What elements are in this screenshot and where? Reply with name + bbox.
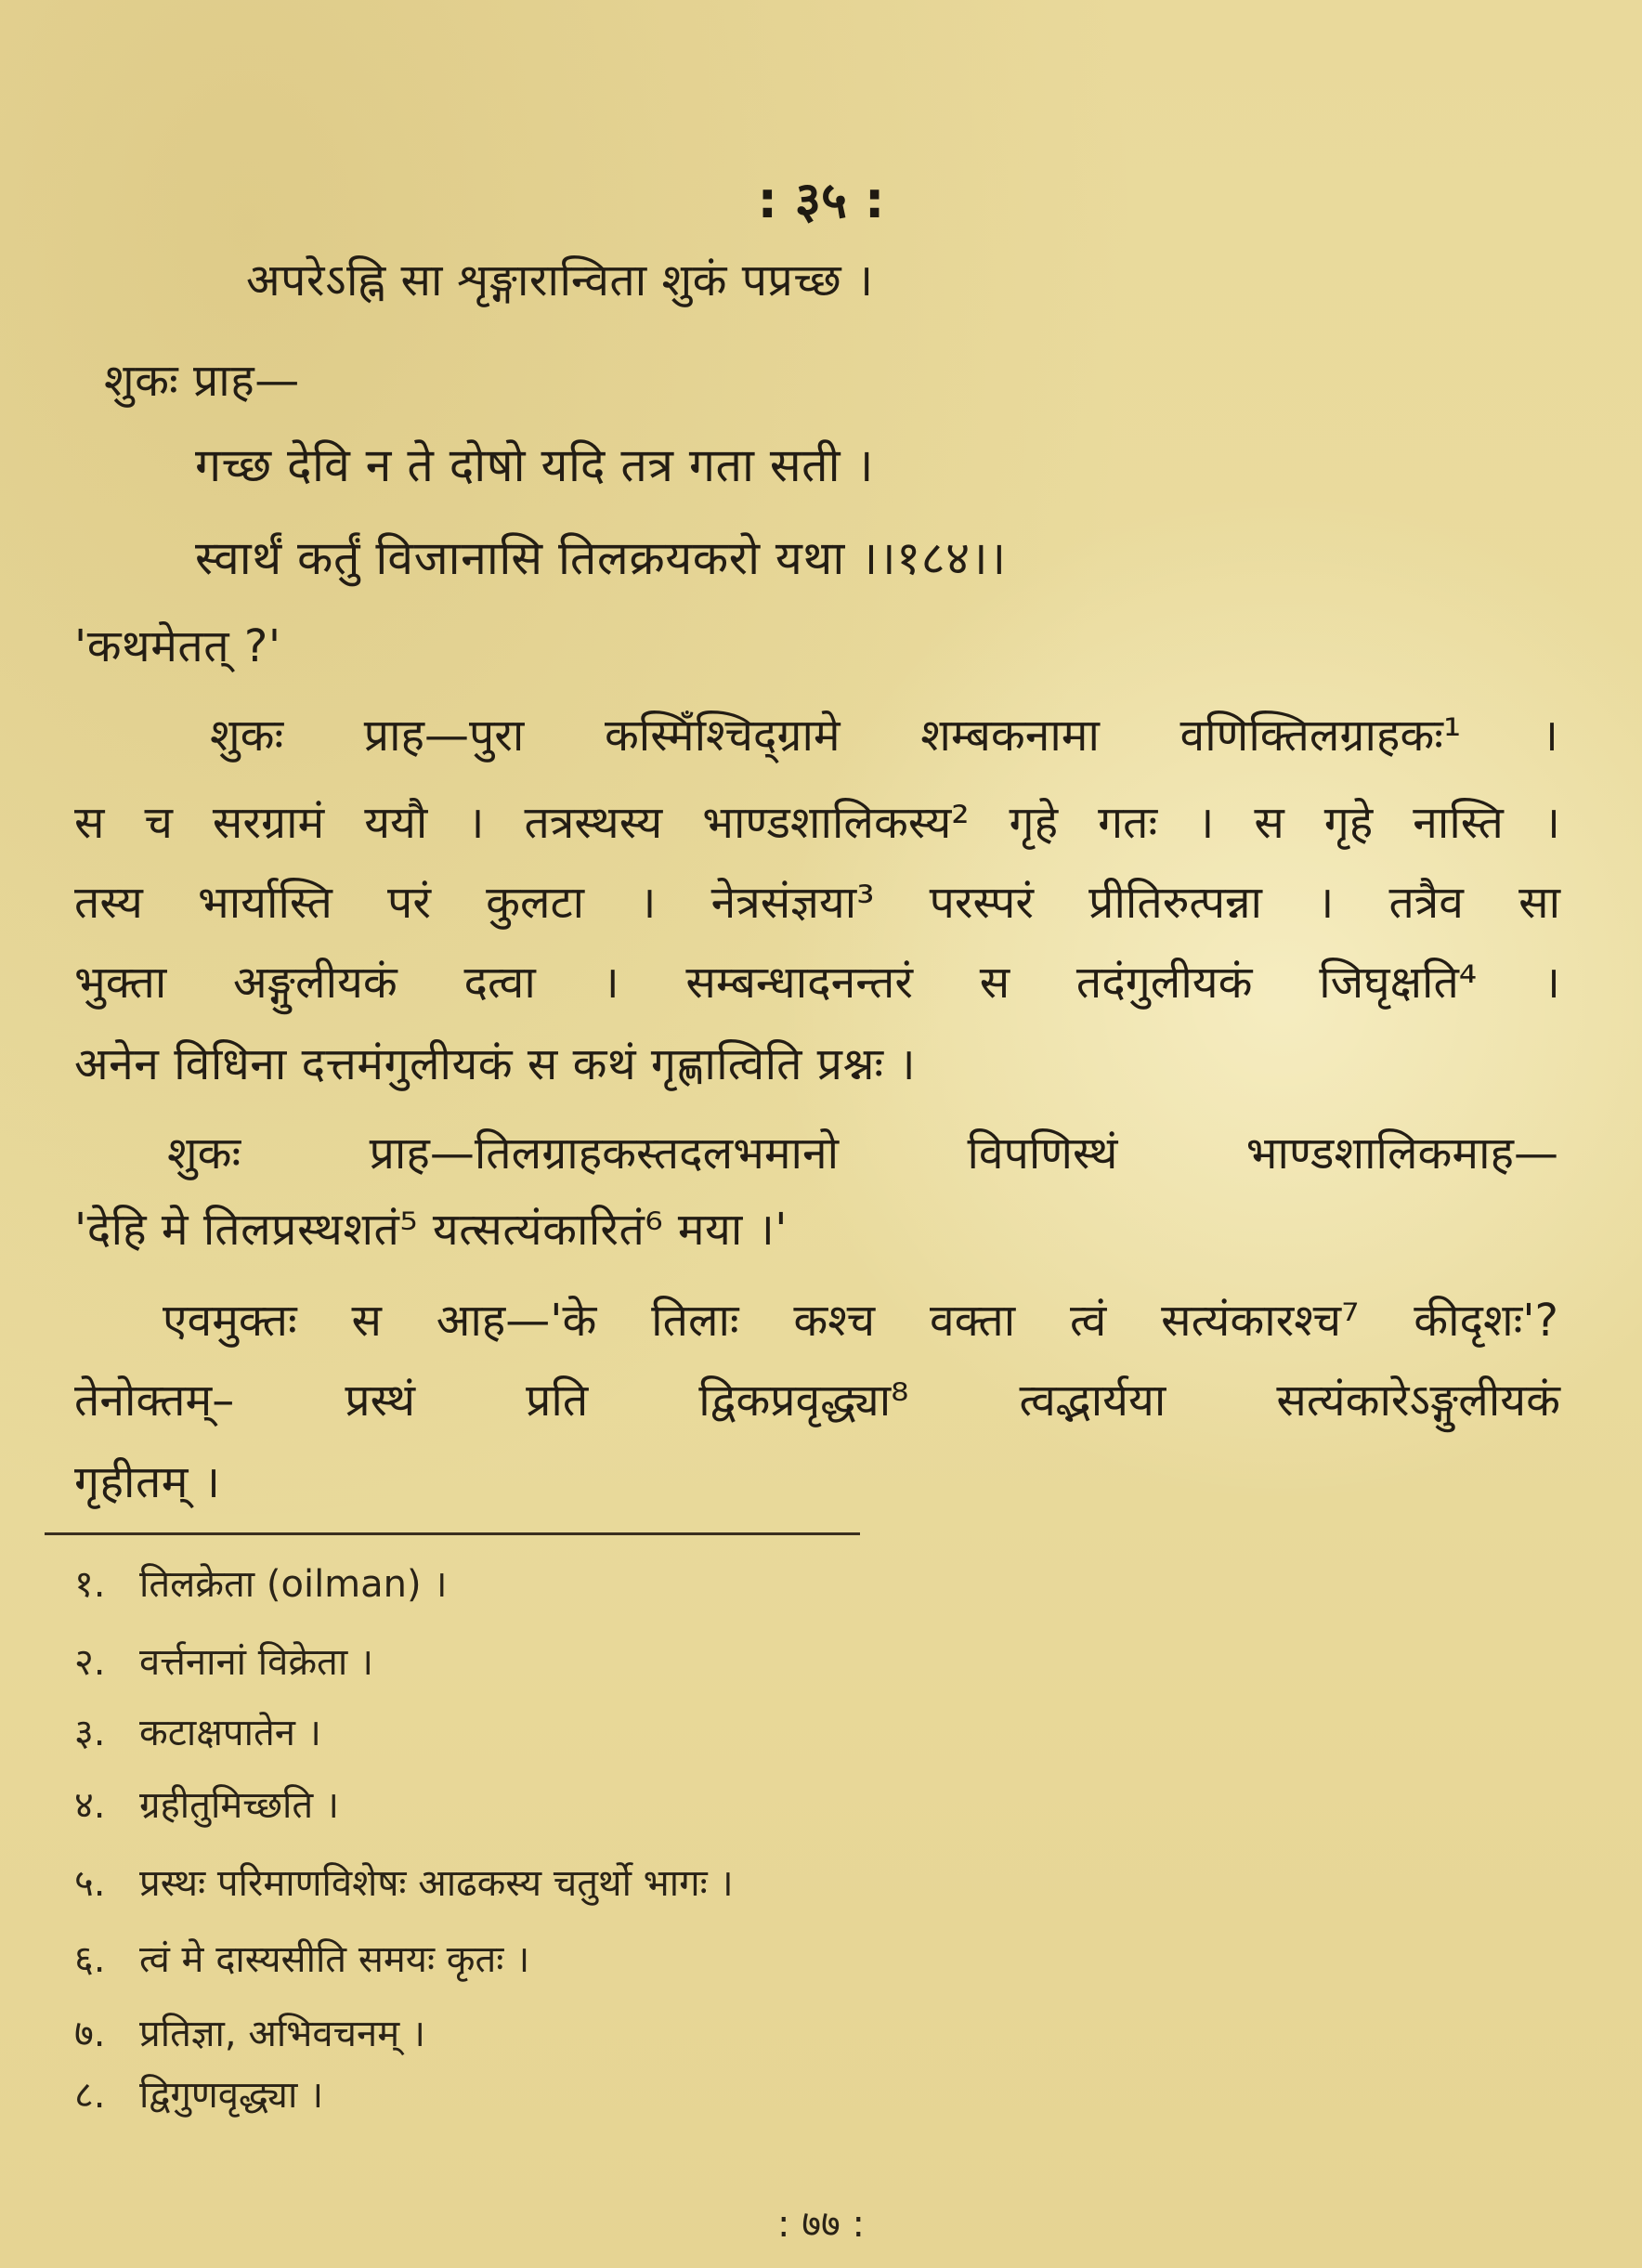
footnote-marker: २.	[74, 1641, 106, 1684]
footnote-7	[74, 2015, 425, 2053]
footnote-1	[74, 1563, 448, 1606]
footnote-divider	[45, 1532, 860, 1535]
page-number: : ३५ :	[757, 171, 885, 229]
question-line: 'कथमेतत् ?'	[74, 620, 281, 672]
paragraph-2-line-1: शुकः प्राह—तिलग्राहकस्तदलभमानो विपणिस्थं भाण्डशालिकमाह—	[167, 1127, 1558, 1180]
footnote-marker: ३.	[74, 1712, 106, 1754]
footer-page-number: : ७७ :	[777, 2203, 865, 2246]
paragraph-1-line-3: तस्य भार्यास्ति परं कुलटा । नेत्रसंज्ञया³ परस्परं प्रीतिरुत्पन्ना । तत्रैव सा	[74, 877, 1560, 929]
footnote-marker: ७.	[74, 2013, 106, 2055]
footnote-marker: ८.	[74, 2074, 106, 2117]
footnote-3	[74, 1714, 321, 1752]
footnote-4	[74, 1784, 340, 1827]
footnote-text: त्वं मे दास्यसीति समयः कृतः ।	[139, 1938, 530, 1981]
paragraph-1-line-4: भुक्ता अङ्गुलीयकं दत्वा । सम्बन्धादनन्तरं स तदंगुलीयकं जिघृक्षति⁴ ।	[74, 957, 1560, 1009]
footnote-5	[74, 1862, 734, 1905]
intro-line: अपरेऽह्नि सा शृङ्गारान्विता शुकं पप्रच्छ ।	[246, 254, 874, 306]
footnote-8	[74, 2074, 324, 2117]
footnote-text: द्विगुणवृद्ध्या ।	[139, 2074, 324, 2117]
paragraph-3-line-3: गृहीतम् ।	[74, 1456, 221, 1508]
footnote-2	[74, 1641, 374, 1684]
footnote-text: कटाक्षपातेन ।	[139, 1712, 321, 1754]
paragraph-1-line-1: शुकः प्राह—पुरा कस्मिँश्चिद्ग्रामे शम्बकनामा वणिक्तिलग्राहकः¹ ।	[210, 710, 1558, 762]
paragraph-2-line-2: 'देहि मे तिलप्रस्थशतं⁵ यत्सत्यंकारितं⁶ मया ।'	[74, 1204, 788, 1256]
footnote-marker: ५.	[74, 1862, 106, 1905]
paragraph-1-line-2: स च सरग्रामं ययौ । तत्रस्थस्य भाण्डशालिकस्य² गृहे गतः । स गृहे नास्ति ।	[74, 797, 1560, 849]
paragraph-3-line-2: तेनोक्तम्– प्रस्थं प्रति द्विकप्रवृद्ध्या⁸ त्वद्भार्यया सत्यंकारेऽङ्गुलीयकं	[74, 1375, 1560, 1427]
paragraph-3-line-1: एवमुक्तः स आह—'के तिलाः कश्च वक्ता त्वं सत्यंकारश्च⁷ कीदृशः'?	[163, 1295, 1558, 1347]
footnote-text: प्रतिज्ञा, अभिवचनम् ।	[139, 2013, 426, 2055]
speaker-shuka: शुकः प्राह—	[104, 355, 300, 407]
verse-line-1: गच्छ देवि न ते दोषो यदि तत्र गता सती ।	[195, 438, 874, 492]
footnote-text: तिलक्रेता (oilman) ।	[139, 1563, 448, 1606]
footnote-marker: १.	[74, 1563, 106, 1606]
footnote-6	[74, 1938, 530, 1981]
footnote-text: ग्रहीतुमिच्छति ।	[139, 1784, 340, 1827]
verse-line-2: स्वार्थं कर्तुं विजानासि तिलक्रयकरो यथा ।।१८४।।	[195, 531, 1007, 585]
footnote-marker: ६.	[74, 1938, 106, 1981]
footnote-text: प्रस्थः परिमाणविशेषः आढकस्य चतुर्थो भागः ।	[139, 1862, 734, 1905]
footnote-text: वर्त्तनानां विक्रेता ।	[139, 1641, 374, 1684]
paragraph-1-line-5: अनेन विधिना दत्तमंगुलीयकं स कथं गृह्णात्विति प्रश्नः ।	[74, 1038, 917, 1090]
footnote-marker: ४.	[74, 1784, 106, 1827]
